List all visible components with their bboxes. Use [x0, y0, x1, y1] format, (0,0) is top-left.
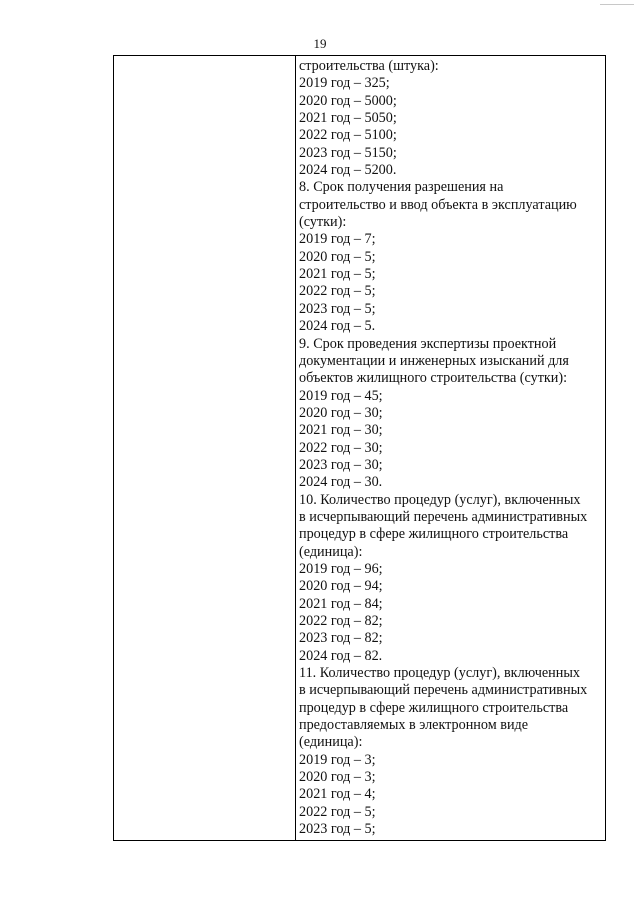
text-line: 2019 год – 7; [299, 231, 376, 248]
text-line: в исчерпывающий перечень административных [299, 682, 588, 699]
text-line: 9. Срок проведения экспертизы проектной [299, 335, 557, 352]
text-line: в исчерпывающий перечень административных [299, 508, 588, 525]
text-line: предоставляемых в электронном виде [299, 717, 529, 734]
table-row [114, 56, 606, 841]
scan-mark [600, 4, 634, 5]
right-cell-lines [296, 56, 605, 838]
text-line: 2020 год – 5; [299, 248, 376, 265]
text-line: 2019 год – 45; [299, 387, 383, 404]
text-line: процедур в сфере жилищного строительства [299, 699, 569, 716]
text-line: процедур в сфере жилищного строительства [299, 526, 569, 543]
text-line: 2024 год – 82. [299, 647, 383, 664]
text-line: 2021 год – 5050; [299, 110, 397, 127]
text-line: 2023 год – 5150; [299, 144, 397, 161]
text-line: 11. Количество процедур (услуг), включенных [299, 665, 580, 682]
text-line: 2023 год – 5; [299, 821, 376, 838]
document-table [113, 55, 606, 841]
text-line: 2019 год – 96; [299, 560, 383, 577]
text-line: 2022 год – 5; [299, 283, 376, 300]
text-line: 2023 год – 82; [299, 630, 383, 647]
text-line: 2022 год – 5100; [299, 127, 397, 144]
text-line: 2024 год – 5. [299, 318, 376, 335]
text-line: 2023 год – 30; [299, 456, 383, 473]
text-line: (сутки): [299, 214, 347, 231]
text-line: 8. Срок получения разрешения на [299, 179, 504, 196]
text-line: строительство и ввод объекта в эксплуатацию [299, 196, 577, 213]
page-number: 19 [313, 36, 327, 51]
left-cell [114, 56, 296, 841]
text-line: 2020 год – 3; [299, 769, 376, 786]
text-line: строительства (штука): [299, 58, 439, 74]
text-line: (единица): [299, 734, 363, 751]
text-line: 2022 год – 5; [299, 803, 376, 820]
text-line: 2023 год – 5; [299, 300, 376, 317]
text-line: 2022 год – 30; [299, 439, 383, 456]
text-line: 2021 год – 4; [299, 786, 376, 803]
text-line: (единица): [299, 543, 363, 560]
text-line: 2020 год – 5000; [299, 92, 397, 109]
text-line: документации и инженерных изысканий для [299, 352, 569, 369]
text-line: 2024 год – 5200. [299, 162, 397, 179]
text-line: 2019 год – 3; [299, 751, 376, 768]
text-line: 2022 год – 82; [299, 613, 383, 629]
text-line: 2021 год – 84; [299, 595, 383, 612]
text-line: 2019 год – 325; [299, 75, 390, 92]
text-line: 2024 год – 30. [299, 474, 383, 491]
right-cell [296, 56, 606, 841]
text-line: 2021 год – 5; [299, 266, 376, 283]
text-line: 2020 год – 30; [299, 404, 383, 421]
text-line: 10. Количество процедур (услуг), включенных [299, 491, 581, 508]
text-line: объектов жилищного строительства (сутки): [299, 370, 568, 387]
text-line: 2021 год – 30; [299, 422, 383, 439]
text-line: 2020 год – 94; [299, 578, 383, 595]
